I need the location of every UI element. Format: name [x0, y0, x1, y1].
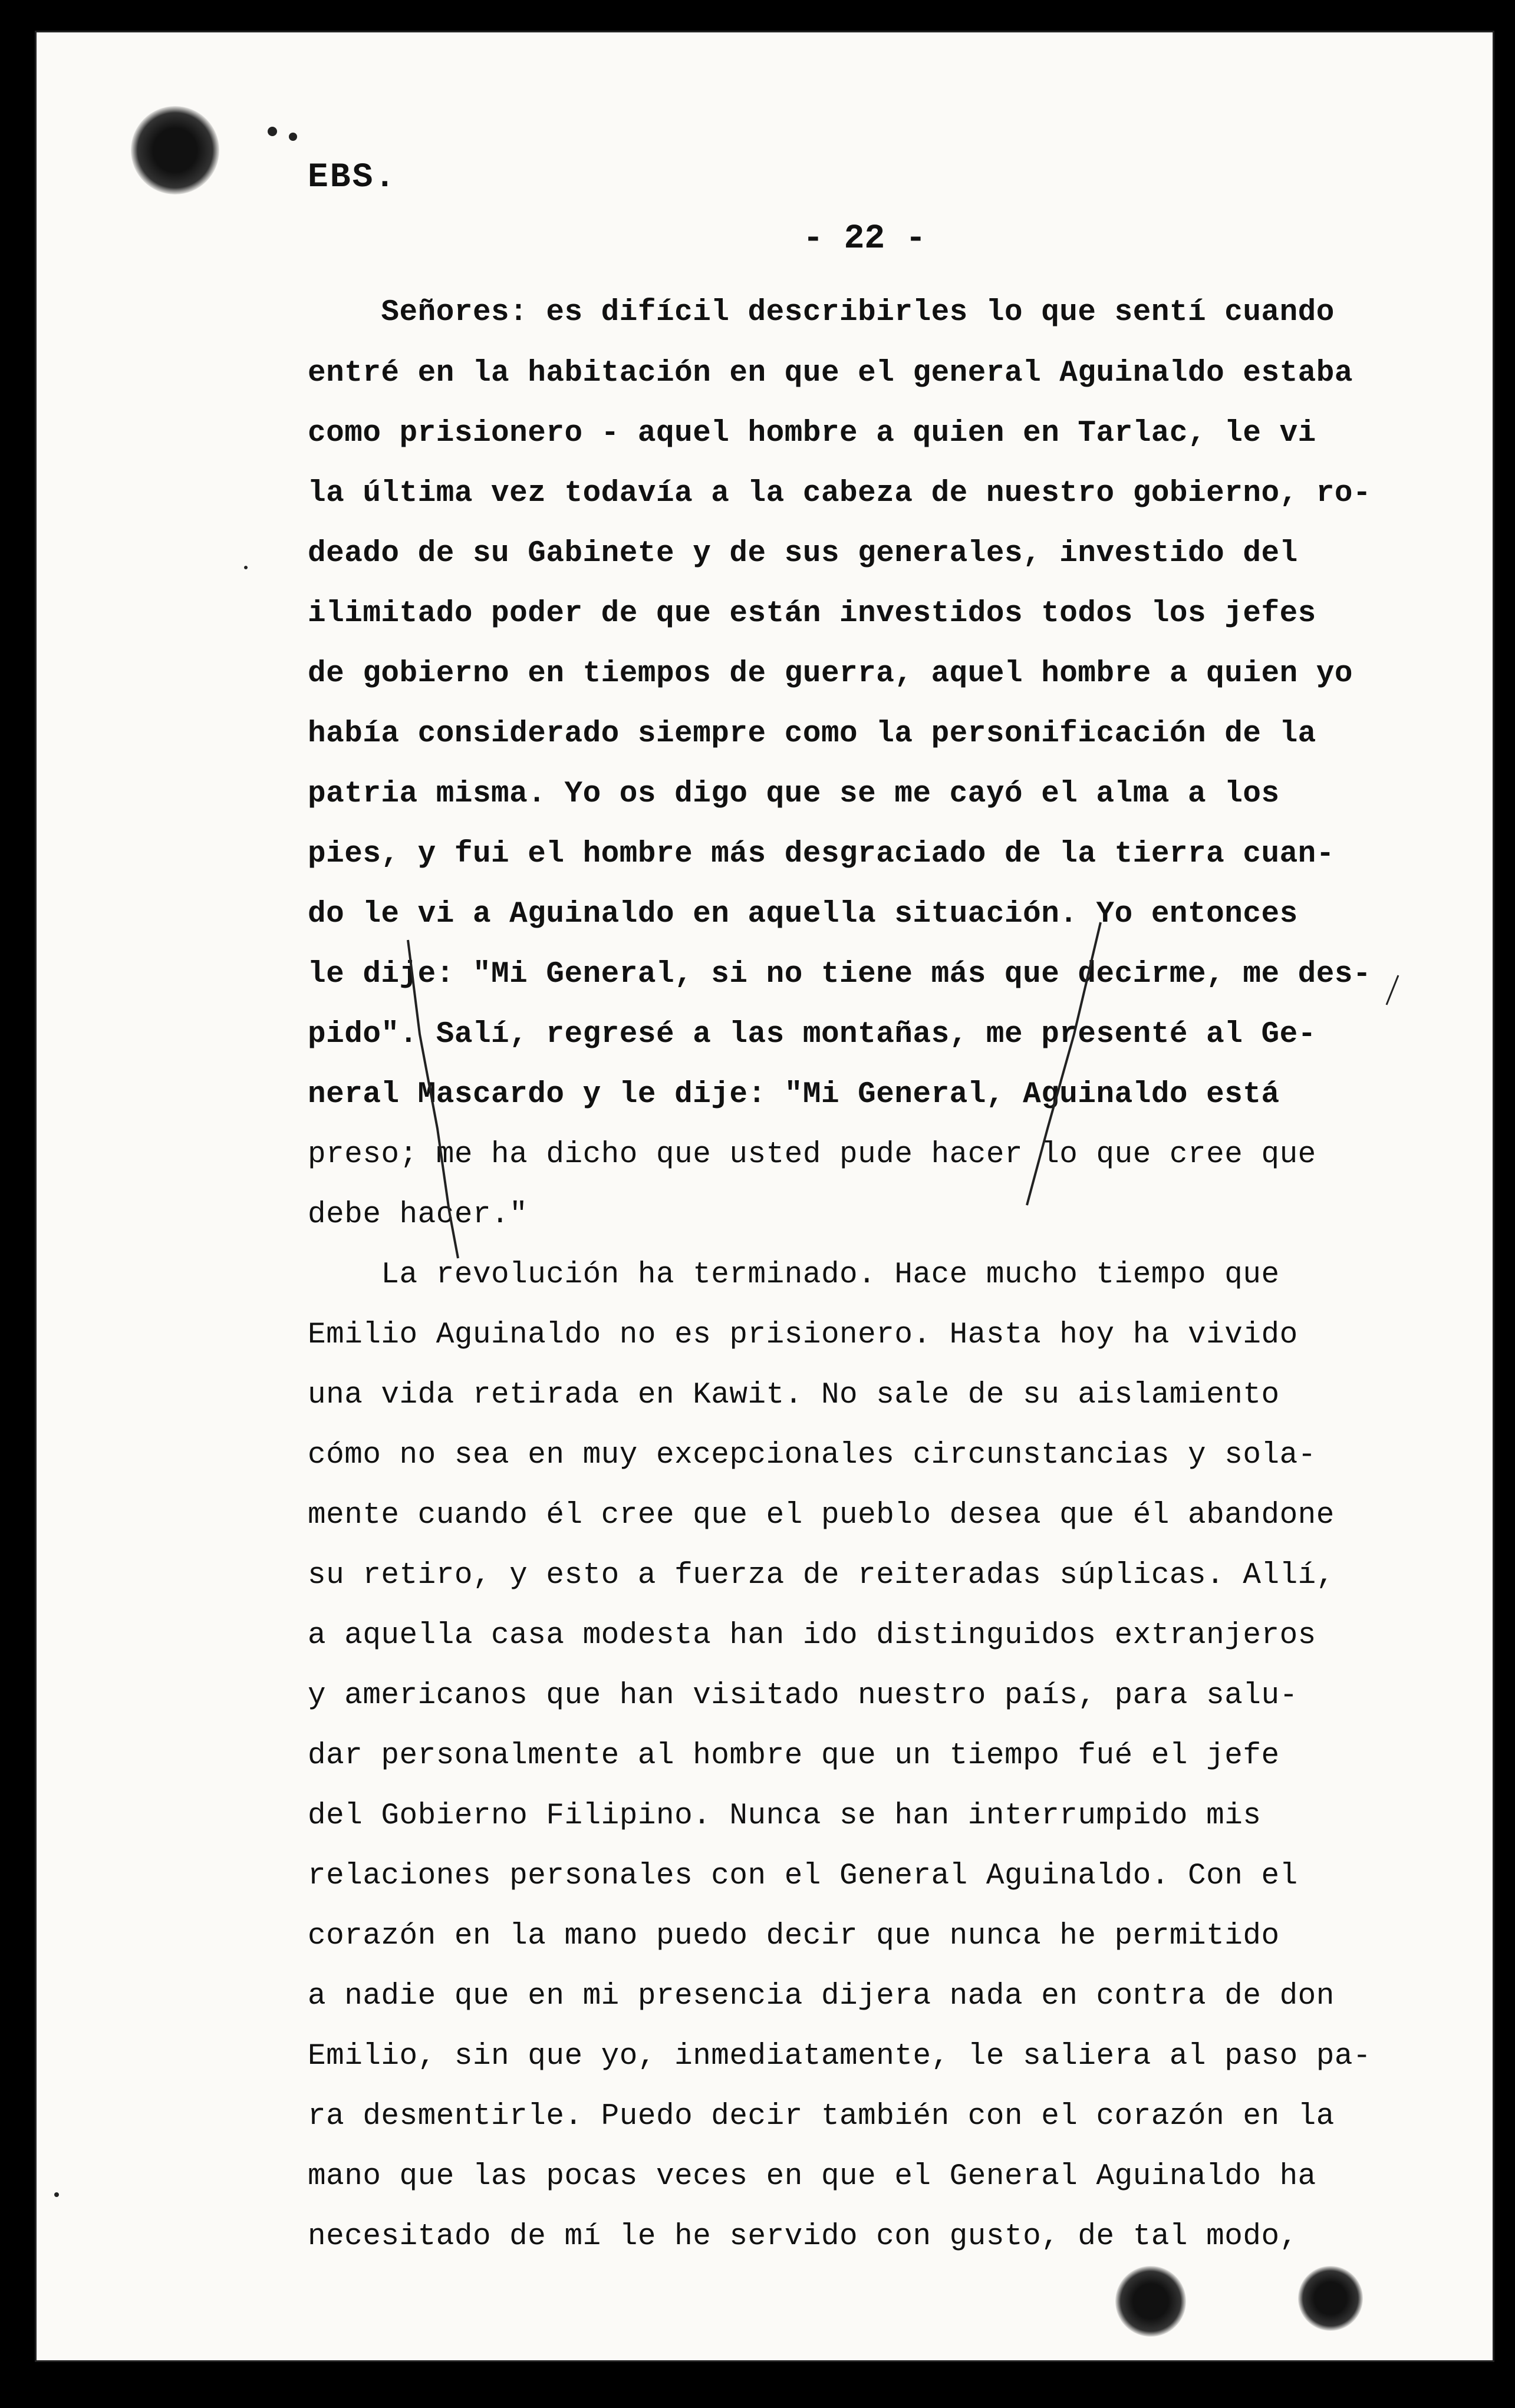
text-line: mente cuando él cree que el pueblo desea que él abandone [308, 1499, 1335, 1532]
text-line: mano que las pocas veces en que el General Aguinaldo ha [308, 2160, 1316, 2193]
text-line: ilimitado poder de que están investidos todos los jefes [308, 597, 1316, 631]
text-line: do le vi a Aguinaldo en aquella situación. Yo entonces [308, 898, 1298, 931]
text-line: Emilio, sin que yo, inmediatamente, le saliera al paso pa- [308, 2040, 1372, 2073]
text-line: La revolución ha terminado. Hace mucho tiempo que [308, 1258, 1280, 1292]
document-page [37, 32, 1493, 2360]
ink-speck [54, 2192, 59, 2197]
text-line: Emilio Aguinaldo no es prisionero. Hasta hoy ha vivido [308, 1318, 1298, 1352]
ink-blot-top-left [131, 106, 219, 194]
ink-speck [268, 127, 277, 136]
text-line: una vida retirada en Kawit. No sale de su aislamiento [308, 1378, 1280, 1412]
pen-stroke-slash-right [1386, 975, 1398, 1005]
ink-blot-bottom-right [1298, 2266, 1363, 2331]
text-line: a aquella casa modesta han ido distinguidos extranjeros [308, 1619, 1316, 1652]
document-header-code: EBS. [308, 159, 397, 197]
text-line: había considerado siempre como la personificación de la [308, 717, 1316, 751]
text-line: dar personalmente al hombre que un tiempo fué el jefe [308, 1739, 1280, 1773]
text-line: relaciones personales con el General Aguinaldo. Con el [308, 1859, 1298, 1893]
text-line: la última vez todavía a la cabeza de nuestro gobierno, ro- [308, 477, 1372, 510]
text-line: deado de su Gabinete y de sus generales, investido del [308, 537, 1298, 570]
text-line: su retiro, y esto a fuerza de reiteradas súplicas. Allí, [308, 1559, 1335, 1592]
ink-speck [289, 133, 297, 141]
text-line: neral Mascardo y le dije: "Mi General, Aguinaldo está [308, 1078, 1280, 1111]
text-line: corazón en la mano puedo decir que nunca he permitido [308, 1919, 1280, 1953]
text-line: debe hacer." [308, 1198, 528, 1232]
text-line: ra desmentirle. Puedo decir también con el corazón en la [308, 2100, 1335, 2133]
text-line: entré en la habitación en que el general Aguinaldo estaba [308, 357, 1353, 390]
text-line: le dije: "Mi General, si no tiene más que decirme, me des- [308, 958, 1372, 991]
text-line: preso; me ha dicho que usted pude hacer lo que cree que [308, 1138, 1316, 1172]
text-line: de gobierno en tiempos de guerra, aquel hombre a quien yo [308, 657, 1353, 691]
ink-blot-bottom-right [1115, 2266, 1186, 2337]
text-line: como prisionero - aquel hombre a quien en Tarlac, le vi [308, 417, 1316, 450]
text-line: y americanos que han visitado nuestro país, para salu- [308, 1679, 1298, 1713]
text-line: patria misma. Yo os digo que se me cayó el alma a los [308, 777, 1280, 811]
text-line: cómo no sea en muy excepcionales circunstancias y sola- [308, 1439, 1316, 1472]
text-line: a nadie que en mi presencia dijera nada en contra de don [308, 1980, 1335, 2013]
ink-speck [244, 566, 248, 569]
text-line: pies, y fui el hombre más desgraciado de la tierra cuan- [308, 837, 1335, 871]
text-line: necesitado de mí le he servido con gusto, de tal modo, [308, 2220, 1298, 2254]
text-line: Señores: es difícil describirles lo que sentí cuando [308, 296, 1335, 329]
page-number: - 22 - [803, 220, 926, 258]
text-line: pido". Salí, regresé a las montañas, me presenté al Ge- [308, 1018, 1316, 1051]
text-line: del Gobierno Filipino. Nunca se han interrumpido mis [308, 1799, 1262, 1833]
